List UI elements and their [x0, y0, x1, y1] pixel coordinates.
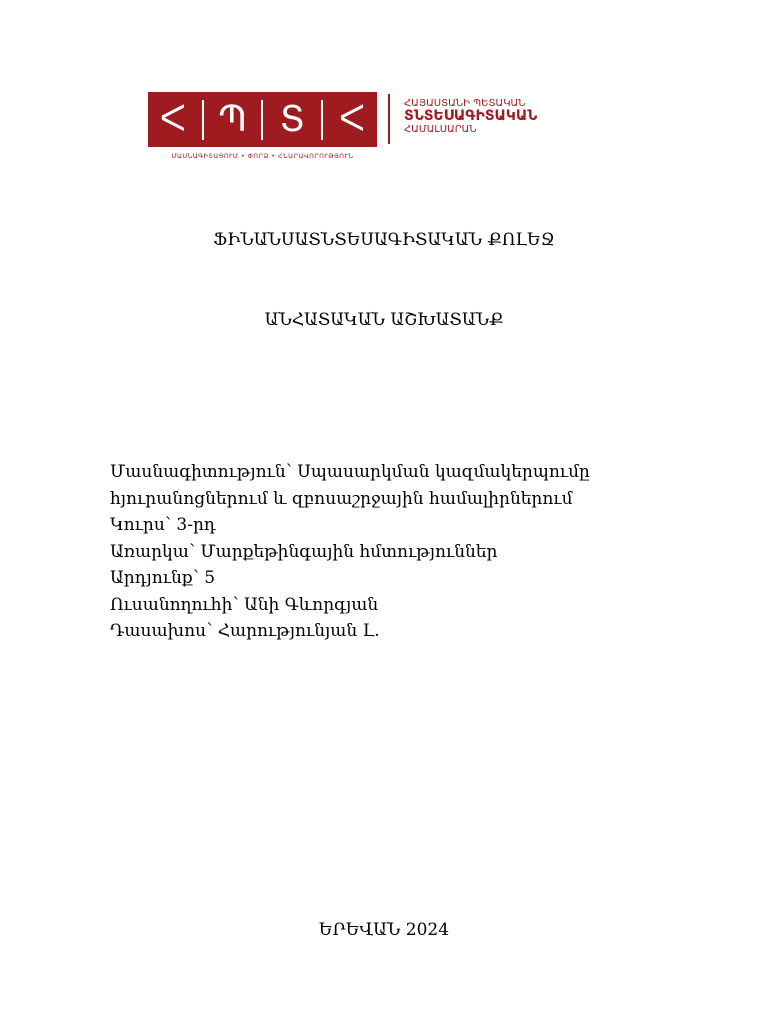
university-name-line1: ՀԱՅԱՍՏԱՆԻ ՊԵՏԱԿԱՆ	[404, 98, 526, 109]
specialty-line-1: Մասնագիտություն՝ Սպասարկման կազմակերպումը	[110, 462, 590, 482]
logo-emblem	[148, 92, 377, 147]
logo-letter-1: ᐸ	[159, 98, 187, 140]
university-name-line2: ՏՆՏԵՍԱԳԻՏԱԿԱՆ	[404, 108, 538, 124]
logo-letter-4: ᐸ	[338, 98, 366, 140]
city-year-footer: ԵՐԵՎԱՆ 2024	[318, 920, 450, 940]
grade-line: Արդյունք՝ 5	[110, 568, 216, 588]
teacher-line: Դասախոս՝ Հարությունյան Լ.	[110, 621, 380, 641]
logo-vertical-line	[388, 94, 390, 144]
details-block	[110, 459, 590, 645]
logo-letter-2: Պ	[218, 98, 248, 140]
logo-tagline: ՄԱՍՆԱԳԻՏԱՑՈՒՄ • ՓՈՐՁ • ՀՆԱՐԱՎՈՐՈՒԹՅՈՒՆ	[171, 152, 354, 160]
course-line: Կուրս՝ 3-րդ	[110, 515, 216, 535]
logo-letter-3: Տ	[279, 98, 305, 140]
logo-divider	[261, 100, 263, 140]
subject-line: Առարկա՝ Մարքեթինգային հմտություններ	[110, 541, 498, 562]
university-logo	[148, 92, 548, 164]
logo-divider	[321, 100, 323, 140]
college-title: ՖԻՆԱՆՍԱՏՆՏԵՍԱԳԻՏԱԿԱՆ ՔՈԼԵՋ	[213, 230, 555, 250]
work-type-title: ԱՆՀԱՏԱԿԱՆ ԱՇԽԱՏԱՆՔ	[264, 310, 504, 330]
university-name-line3: ՀԱՄԱԼՍԱՐԱՆ	[404, 124, 477, 136]
student-line: Ուսանողուհի՝ Անի Գևորգյան	[110, 594, 379, 615]
specialty-line-2: հյուրանոցներում և զբոսաշրջային համալիրներում	[110, 488, 573, 509]
logo-divider	[202, 100, 204, 140]
university-name	[404, 98, 537, 135]
